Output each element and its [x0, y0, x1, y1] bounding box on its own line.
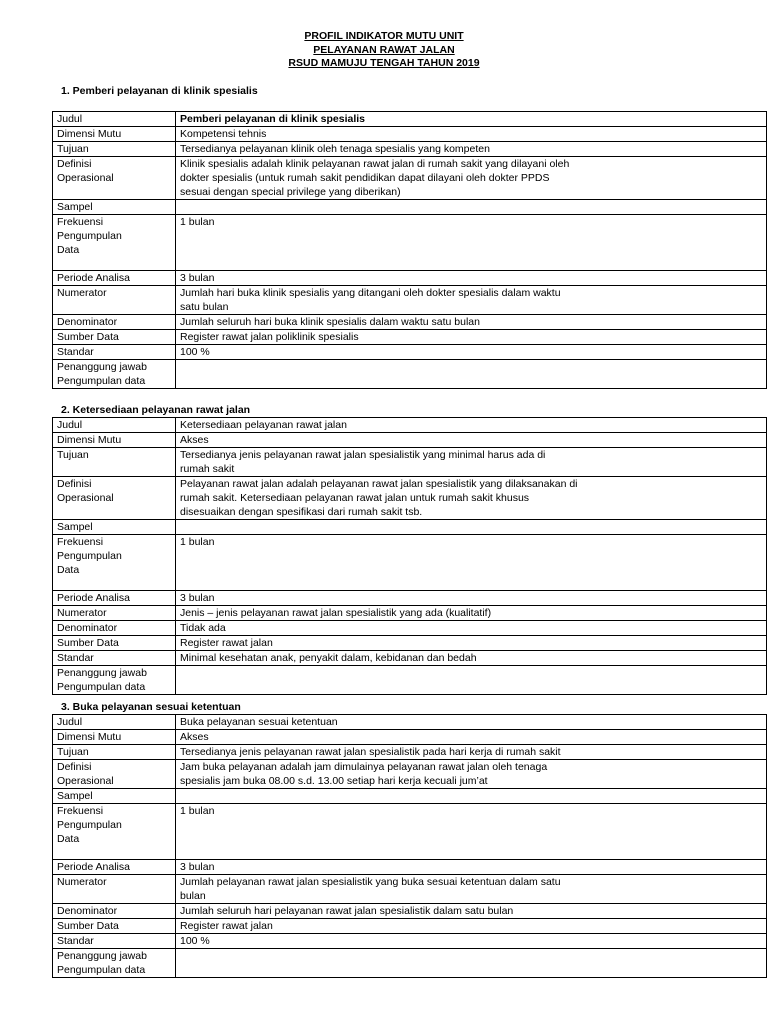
row-value: Jam buka pelayanan adalah jam dimulainya pelayanan rawat jalan oleh tenaga spesialis jam buka 08.00 s.d. 13.00 setiap hari kerja kecuali jum’at — [176, 760, 767, 789]
section-title-2: 2. Ketersediaan pelayanan rawat jalan — [61, 404, 251, 416]
row-label: Sumber Data — [53, 330, 176, 345]
row-value: Jumlah seluruh hari pelayanan rawat jalan spesialistik dalam satu bulan — [176, 904, 767, 919]
row-label: Sumber Data — [53, 636, 176, 651]
table-row — [53, 520, 767, 535]
row-label: Standar — [53, 651, 176, 666]
row-label: Judul — [53, 112, 176, 127]
table-row — [53, 112, 767, 127]
row-value — [176, 200, 767, 215]
row-label: Denominator — [53, 315, 176, 330]
row-label: Dimensi Mutu — [53, 127, 176, 142]
table-row — [53, 477, 767, 520]
row-label: Penanggung jawab Pengumpulan data — [53, 949, 176, 978]
row-value: Jumlah seluruh hari buka klinik spesialis dalam waktu satu bulan — [176, 315, 767, 330]
row-value: Register rawat jalan poliklinik spesialis — [176, 330, 767, 345]
row-value — [176, 520, 767, 535]
table-row — [53, 200, 767, 215]
row-value: Register rawat jalan — [176, 919, 767, 934]
table-row — [53, 715, 767, 730]
row-label: Frekuensi Pengumpulan Data — [53, 804, 176, 860]
document-title-line-1: PROFIL INDIKATOR MUTU UNIT — [304, 30, 464, 42]
row-value: Tersedianya jenis pelayanan rawat jalan spesialistik yang minimal harus ada di rumah sakit — [176, 448, 767, 477]
section-title-1: 1. Pemberi pelayanan di klinik spesialis — [61, 85, 258, 97]
table-row — [53, 215, 767, 271]
table-row — [53, 360, 767, 389]
row-value: Minimal kesehatan anak, penyakit dalam, kebidanan dan bedah — [176, 651, 767, 666]
row-value: Register rawat jalan — [176, 636, 767, 651]
row-label: Standar — [53, 934, 176, 949]
table-row — [53, 934, 767, 949]
row-label: Definisi Operasional — [53, 477, 176, 520]
row-value: Tersedianya pelayanan klinik oleh tenaga spesialis yang kompeten — [176, 142, 767, 157]
row-label: Judul — [53, 418, 176, 433]
row-label: Denominator — [53, 621, 176, 636]
row-value: 3 bulan — [176, 591, 767, 606]
row-label: Definisi Operasional — [53, 760, 176, 789]
section-title-3: 3. Buka pelayanan sesuai ketentuan — [61, 701, 241, 713]
row-label: Penanggung jawab Pengumpulan data — [53, 666, 176, 695]
row-label: Periode Analisa — [53, 591, 176, 606]
row-value — [176, 789, 767, 804]
table-row — [53, 271, 767, 286]
row-label: Sampel — [53, 520, 176, 535]
table-row — [53, 804, 767, 860]
row-value: 100 % — [176, 345, 767, 360]
table-row — [53, 315, 767, 330]
row-label: Tujuan — [53, 448, 176, 477]
row-value: Jenis – jenis pelayanan rawat jalan spesialistik yang ada (kualitatif) — [176, 606, 767, 621]
row-value: 3 bulan — [176, 271, 767, 286]
table-row — [53, 606, 767, 621]
row-value — [176, 360, 767, 389]
table-row — [53, 330, 767, 345]
row-label: Judul — [53, 715, 176, 730]
row-value: Pemberi pelayanan di klinik spesialis — [176, 112, 767, 127]
document-title-line-2: PELAYANAN RAWAT JALAN — [313, 43, 455, 56]
row-label: Frekuensi Pengumpulan Data — [53, 535, 176, 591]
table-row — [53, 636, 767, 651]
row-value: Akses — [176, 433, 767, 448]
row-value: 1 bulan — [176, 804, 767, 860]
row-label: Periode Analisa — [53, 860, 176, 875]
row-label: Tujuan — [53, 142, 176, 157]
table-row — [53, 127, 767, 142]
row-label: Definisi Operasional — [53, 157, 176, 200]
row-value: Akses — [176, 730, 767, 745]
row-label: Dimensi Mutu — [53, 433, 176, 448]
document-header — [0, 30, 768, 71]
row-label: Sampel — [53, 789, 176, 804]
indicator-table-2 — [52, 417, 767, 695]
row-label: Penanggung jawab Pengumpulan data — [53, 360, 176, 389]
row-value: Klinik spesialis adalah klinik pelayanan rawat jalan di rumah sakit yang dilayani oleh dokter spesialis (untuk rumah sakit pendidikan dapat dilayani oleh dokter PPDS sesuai dengan special privilege yang diberikan) — [176, 157, 767, 200]
row-value: 100 % — [176, 934, 767, 949]
row-label: Periode Analisa — [53, 271, 176, 286]
row-label: Dimensi Mutu — [53, 730, 176, 745]
table-row — [53, 860, 767, 875]
row-value: Tidak ada — [176, 621, 767, 636]
table-row — [53, 621, 767, 636]
row-value: Jumlah pelayanan rawat jalan spesialistik yang buka sesuai ketentuan dalam satu bulan — [176, 875, 767, 904]
table-row — [53, 919, 767, 934]
indicator-table-1 — [52, 111, 767, 389]
row-value: Kompetensi tehnis — [176, 127, 767, 142]
row-value — [176, 949, 767, 978]
row-label: Standar — [53, 345, 176, 360]
row-value: 1 bulan — [176, 215, 767, 271]
table-row — [53, 875, 767, 904]
table-row — [53, 949, 767, 978]
row-value — [176, 666, 767, 695]
table-row — [53, 433, 767, 448]
row-label: Numerator — [53, 286, 176, 315]
table-row — [53, 651, 767, 666]
table-row — [53, 745, 767, 760]
row-value: Pelayanan rawat jalan adalah pelayanan rawat jalan spesialistik yang dilaksanakan di rumah sakit. Ketersediaan pelayanan rawat jalan untuk rumah sakit khusus disesuaikan dengan spesifikasi dari rumah sakit tsb. — [176, 477, 767, 520]
document-title-line-3: RSUD MAMUJU TENGAH TAHUN 2019 — [288, 57, 480, 69]
row-value: Ketersediaan pelayanan rawat jalan — [176, 418, 767, 433]
row-value: Buka pelayanan sesuai ketentuan — [176, 715, 767, 730]
row-label: Numerator — [53, 606, 176, 621]
table-row — [53, 448, 767, 477]
table-row — [53, 591, 767, 606]
row-label: Frekuensi Pengumpulan Data — [53, 215, 176, 271]
table-row — [53, 535, 767, 591]
table-row — [53, 666, 767, 695]
row-label: Tujuan — [53, 745, 176, 760]
row-value: 3 bulan — [176, 860, 767, 875]
row-value: 1 bulan — [176, 535, 767, 591]
table-row — [53, 286, 767, 315]
row-label: Denominator — [53, 904, 176, 919]
table-row — [53, 730, 767, 745]
row-label: Sampel — [53, 200, 176, 215]
table-row — [53, 418, 767, 433]
indicator-table-3 — [52, 714, 767, 978]
row-label: Numerator — [53, 875, 176, 904]
table-row — [53, 789, 767, 804]
row-label: Sumber Data — [53, 919, 176, 934]
table-row — [53, 142, 767, 157]
table-row — [53, 157, 767, 200]
row-value: Tersedianya jenis pelayanan rawat jalan spesialistik pada hari kerja di rumah sakit — [176, 745, 767, 760]
table-row — [53, 760, 767, 789]
table-row — [53, 904, 767, 919]
table-row — [53, 345, 767, 360]
row-value: Jumlah hari buka klinik spesialis yang ditangani oleh dokter spesialis dalam waktu satu bulan — [176, 286, 767, 315]
